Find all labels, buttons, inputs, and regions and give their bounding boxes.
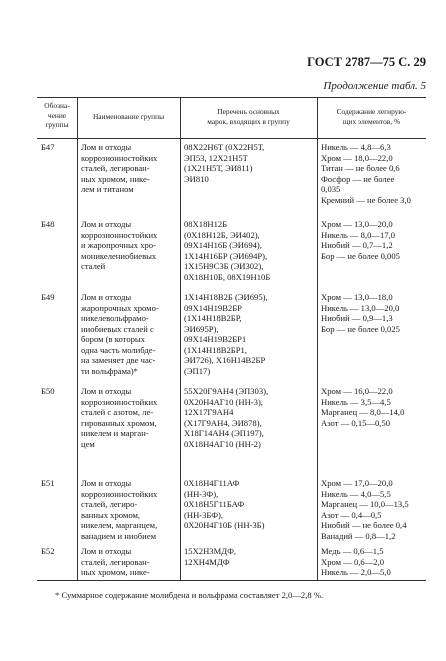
group-name-line: никелем и марган- [81,428,149,438]
grade-list-line: 55Х20Г9АН4 (ЭП303), [184,386,269,396]
grade-list-line: (1Х14Н18В2БР, [184,313,242,323]
group-name-line: лем и титаном [81,184,134,194]
group-name-line: Лом и отходы [81,546,132,556]
group-name-line: Лом и отходы [81,478,132,488]
group-name [81,386,177,449]
grade-list-line: 0Х20Н4Г10Б (НН-3Б) [184,520,265,530]
grade-list [184,142,314,184]
alloying-content-line: Хром — 18,0—22,0 [321,152,393,163]
alloying-content-line: Фосфор — не более [321,173,395,184]
group-name-line: Лом и отходы [81,219,132,229]
grade-list [184,292,314,376]
alloying-content [321,292,425,334]
group-name [81,142,177,195]
group-name-line: ванных хромом, [81,509,141,520]
group-code: Б51 [41,478,55,488]
group-name-line: коррозионностойких [81,396,158,407]
grade-list-line: 09Х14Н19В2БР1 [184,334,247,344]
group-code: Б52 [41,546,55,556]
column-header-alloying: Содержание легирую- щих элементов, % [336,107,407,126]
grade-list-line: 09Х14Н16Б (ЭИ694), [184,240,262,250]
grade-list-line: 0Х18Н4Г11АФ [184,478,240,488]
grade-list [184,478,314,531]
alloying-content-line: Никель — 4,0—5,5 [321,488,391,499]
grade-list-line: 0Х18Н4АГ10 (НН-2) [184,438,261,449]
alloy-groups-table [37,97,426,581]
group-name-line: коррозионностойких [81,152,158,163]
grade-list-line: 08Х18Н12Б [184,219,228,229]
group-name-line: сталей с азотом, ле- [81,407,154,417]
alloying-content-line: Медь — 0,6—1,5 [321,546,384,556]
group-name [81,546,177,578]
alloying-content-line: Азот — 0,4—0,5 [321,509,382,520]
grade-list-line: ЭИ726), Х16Н14В2БР [184,355,266,365]
alloying-content-line: Никель — 13,0—20,0 [321,302,400,313]
alloying-content-line: Марганец — 10,0—13,5 [321,499,409,509]
grade-list-line: (НН-3БФ), [184,509,224,520]
group-code: Б48 [41,219,55,229]
alloying-content-line: Титан — не более 0,6 [321,163,400,173]
group-name-line: одна часть молибде- [81,344,156,355]
group-name [81,292,177,376]
grade-list-line: 1Х14Н18В2Б (ЭИ695), [184,292,268,302]
grade-list-line: 09Х14Н19В2БР [184,302,242,313]
group-name-line: коррозионностойких [81,229,158,240]
footnote: * Суммарное содержание молибдена и вольфрама составляет 2,0—2,8 %. [55,590,324,600]
alloying-content-line: Никель — 2,0—5,0 [321,567,391,577]
alloying-content-line: Хром — 16,0—22,0 [321,386,393,396]
alloying-content-line: Никель — 4,8—6,3 [321,142,391,152]
grade-list-line: Х18Г14АН4 (ЭП197), [184,428,264,438]
grade-list-line: (Х17Г9АН4, ЭИ878), [184,417,262,428]
grade-list-line: ЭИ695Р), [184,323,219,334]
group-name-line: сталей [81,261,106,271]
group-name-line: гированных хромом, [81,417,157,428]
column-header-name: Наименование группы [92,112,165,121]
alloying-content-line: Азот — 0,15—0,50 [321,417,391,428]
group-name-line: цем [81,438,95,449]
grade-list-line: (ЭП17) [184,365,211,376]
grade-list-line: 08Х22Н6Т (0Х22Н5Т, [184,142,265,152]
grade-list [184,546,314,567]
grade-list-line: 1Х14Н16БР (ЭИ694Р), [184,250,268,261]
grade-list-line: 12Х17Г9АН4 [184,407,234,417]
alloying-content-line: Хром — 0,6—2,0 [321,556,385,567]
alloying-content-line: Хром — 13,0—20,0 [321,219,393,229]
alloying-content-line: 0,035 [321,184,341,194]
alloying-content-line: Ниобий — 0,9—1,3 [321,313,393,323]
group-name-line: Лом и отходы [81,142,132,152]
grade-list-line: ЭИ810 [184,173,209,184]
alloying-content [321,478,425,541]
column-header-code: Обозна- чение группы [44,101,70,129]
alloying-content [321,142,425,205]
group-code: Б50 [41,386,55,396]
grade-list-line: (0Х18Н12Б, ЭИ402), [184,229,260,240]
alloying-content [321,546,425,578]
alloying-content-line: Хром — 13,0—18,0 [321,292,393,302]
grade-list-line: 0Х18Н5Г11БАФ [184,499,245,509]
group-name-line: ниобиевых сталей с [81,323,154,334]
group-name [81,219,177,272]
table-continuation-label: Продолжение табл. 5 [323,80,426,92]
grade-list-line: 15Х2Н3МДФ, [184,546,237,556]
group-name-line: ных хромом, нике- [81,567,150,577]
group-name-line: коррозионностойких [81,488,158,499]
alloying-content [321,219,425,261]
grade-list-line: (1Х21Н5Т, ЭИ811) [184,163,253,173]
alloying-content-line: Бор — не более 0,025 [321,323,400,334]
grade-list-line: ЭП53, 12Х21Н5Т [184,152,248,163]
alloying-content-line: Никель — 3,5—4,5 [321,396,391,407]
alloying-content-line: Кремний — не более 3,0 [321,194,411,205]
grade-list-line: 1Х15Н9С3Б (ЭИ302), [184,261,264,271]
alloying-content-line: Ниобий — не более 0,4 [321,520,407,530]
group-name-line: на заменяет две час- [81,355,156,365]
alloying-content-line: Ниобий — 0,7—1,2 [321,240,393,250]
page-header: ГОСТ 2787—75 С. 29 [307,55,426,69]
group-name-line: сталей, легирован- [81,556,150,567]
group-name-line: Лом и отходы [81,292,132,302]
group-name-line: моникелениобиевых [81,250,157,261]
grade-list-line: 0Х20Н4АГ10 (НН-3), [184,396,263,407]
alloying-content-line: Бор — не более 0,005 [321,250,400,261]
group-name [81,478,177,541]
alloying-content-line: Хром — 17,0—20,0 [321,478,393,488]
group-name-line: сталей, легирован- [81,163,150,173]
group-code: Б49 [41,292,55,302]
group-name-line: никелевольфрамо- [81,313,149,323]
grade-list-line: 12ХН4МДФ [184,556,230,567]
group-name-line: ванадием и ниобием [81,530,157,541]
group-name-line: бором (в которых [81,334,145,344]
alloying-content-line: Никель — 8,0—17,0 [321,229,396,240]
grade-list [184,386,314,449]
group-name-line: ти вольфрама)* [81,365,138,376]
alloying-content [321,386,425,428]
column-header-grades: Перечень основных марок, входящих в группу [207,107,290,126]
grade-list [184,219,314,282]
alloying-content-line: Марганец — 8,0—14,0 [321,407,405,417]
group-name-line: сталей, легиро- [81,499,138,509]
group-name-line: и жаропрочных хро- [81,240,156,250]
group-name-line: Лом и отходы [81,386,132,396]
grade-list-line: 0Х18Н10Б, 08Х19Н10Б [184,271,271,282]
grade-list-line: (НН-3Ф), [184,488,219,499]
group-name-line: ных хромом, нике- [81,173,150,184]
group-name-line: жаропрочных хромо- [81,302,159,313]
alloying-content-line: Ванадий — 0,8—1,2 [321,530,396,541]
grade-list-line: (1Х14Н18В2БР1, [184,344,247,355]
group-name-line: никелем, марганцем, [81,520,158,530]
group-code: Б47 [41,142,55,152]
